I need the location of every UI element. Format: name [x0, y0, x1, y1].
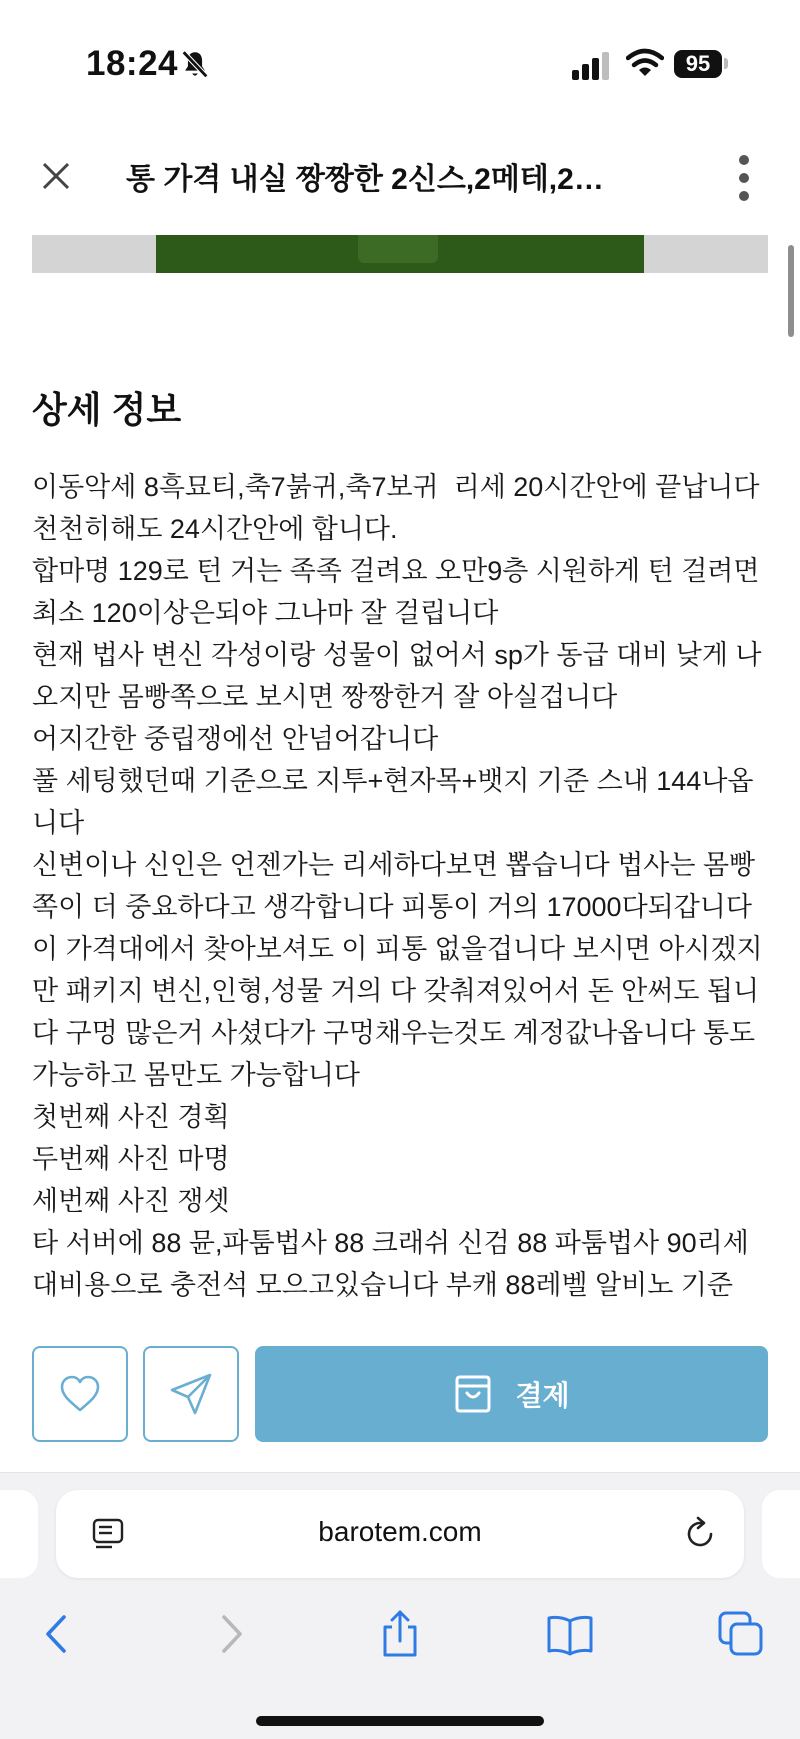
section-title: 상세 정보	[32, 389, 182, 430]
product-photo	[156, 235, 644, 273]
pay-button[interactable]	[255, 1346, 768, 1442]
back-icon[interactable]	[32, 1609, 82, 1659]
product-image[interactable]	[32, 235, 768, 273]
page-header	[0, 130, 800, 226]
detail-text: 이동악세 8흑묘티,축7붉귀,축7보귀 리세 20시간안에 끝납니다 천천히해도 24시간안에 합니다. 합마명 129로 턴 거는 족족 걸려요 오만9층 시원하게 턴 걸려면 최소 120이상은되야 그나마 잘 걸립니다 현재 법사 변신 각성이랑 성물이 없어서 sp가 동급 대비 낮게 나오지만 몸빵쪽으로 보시면 짱짱한거 잘 아실겁니다 어지간한 중립쟁에선 안넘어갑니다 풀 세팅했던때 기준으로 지투+현자목+뱃지 기준 스내 144나옵니다 신변이나 신인은 언젠가는 리세하다보면 뽑습니다 법사는 몸빵쪽이 더 중요하다고 생각합니다 피통이 거의 17000다되갑니다 이 가격대에서 찾아보셔도 이 피통 없을겁니다 보시면 아시겠지만 패키지 변신,인형,성물 거의 다 갖춰져있어서 돈 안써도 됩니다 구멍 많은거 사셨다가 구멍채우는것도 계정값나옵니다 통도 가능하고 몸만도 가능합니다 첫번째 사진 경획 두번째 사진 마명 세번째 사진 쟁셋 타 서버에 88 뮨,파툼법사 88 크래쉬 신검 88 파툼법사 90리세 대비용으로 충전석 모으고있습니다 부캐 88레벨 알비노 기준	[32, 472, 763, 1300]
url-text[interactable]: barotem.com	[318, 1516, 482, 1547]
close-icon[interactable]	[36, 156, 76, 196]
status-bar	[0, 0, 800, 120]
scrollbar[interactable]	[788, 245, 794, 337]
pay-label: 결제	[515, 1380, 570, 1411]
page-title: 통 가격 내실 짱짱한 2신스,2메테,2…	[126, 163, 604, 196]
photo-fragment	[358, 235, 438, 263]
like-button[interactable]	[32, 1346, 128, 1442]
bell-muted-icon	[178, 48, 212, 82]
previous-tab-preview[interactable]	[0, 1490, 38, 1578]
send-icon	[168, 1371, 214, 1417]
shopping-bag-icon	[453, 1373, 493, 1415]
battery-level: 95	[685, 51, 711, 76]
more-vertical-icon[interactable]	[730, 152, 758, 204]
forward-icon[interactable]	[206, 1609, 256, 1659]
action-bar	[0, 1330, 800, 1454]
battery-tip	[724, 58, 728, 69]
browser-toolbar	[0, 1473, 800, 1739]
signal-icon	[572, 52, 612, 80]
next-tab-preview[interactable]	[762, 1490, 800, 1578]
tabs-icon[interactable]	[716, 1609, 766, 1659]
share-icon[interactable]	[375, 1609, 425, 1659]
wifi-icon	[626, 48, 664, 78]
send-button[interactable]	[143, 1346, 239, 1442]
status-time: 18:24	[86, 44, 179, 83]
reload-icon[interactable]	[680, 1514, 720, 1554]
address-bar[interactable]	[56, 1490, 744, 1578]
heart-icon	[58, 1374, 102, 1414]
detail-content	[32, 466, 772, 1312]
bookmarks-icon[interactable]	[545, 1609, 595, 1659]
home-indicator	[256, 1716, 544, 1726]
battery-icon	[674, 50, 722, 78]
